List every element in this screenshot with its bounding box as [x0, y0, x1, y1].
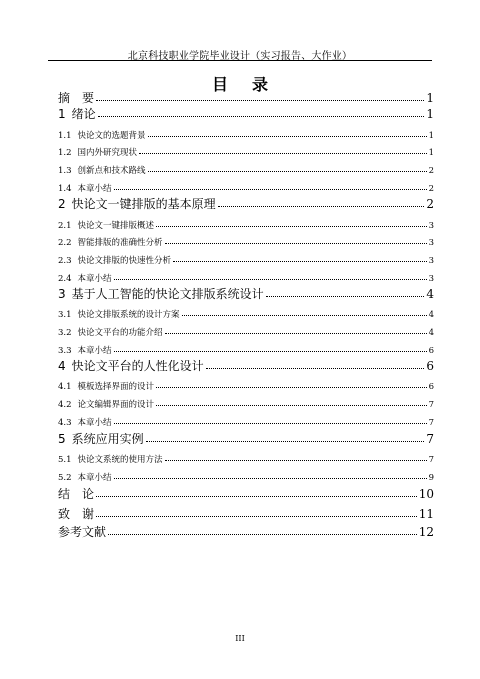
toc-entry[interactable] — [58, 339, 434, 355]
dot-leader — [98, 116, 425, 117]
toc-entry[interactable] — [58, 88, 434, 104]
toc-entry-label: 本章小结 — [77, 472, 112, 483]
toc-entry-label: 参考文献 — [58, 525, 107, 539]
toc-entry-page: 6 — [428, 345, 434, 356]
toc-entry-label: 创新点和技术路线 — [77, 165, 146, 176]
toc-entry[interactable] — [58, 124, 434, 140]
toc-title: 目录 — [211, 75, 292, 94]
toc-entry[interactable] — [58, 249, 434, 265]
toc-entry[interactable] — [58, 484, 434, 500]
toc-entry-page: 7 — [428, 417, 434, 428]
toc-entry-number: 1 — [58, 107, 66, 121]
toc-entry-label: 快论文平台的人性化设计 — [71, 359, 204, 373]
dot-leader — [165, 243, 427, 244]
toc-entry-page: 1 — [426, 91, 434, 105]
dot-leader — [96, 100, 424, 101]
toc-entry-label: 国内外研究现状 — [77, 147, 138, 158]
toc-entry-number: 4.1 — [58, 381, 72, 392]
toc-entry[interactable] — [58, 411, 434, 427]
toc-entry-label: 摘 要 — [58, 91, 95, 105]
toc-entry-label: 快论文的选题背景 — [77, 130, 146, 141]
toc-entry-label: 智能排版的准确性分析 — [77, 237, 163, 248]
toc-entry-label: 快论文系统的使用方法 — [77, 454, 163, 465]
toc-entry-number: 2.2 — [58, 237, 72, 248]
toc-entry-label: 结 论 — [58, 487, 95, 501]
toc-entry[interactable] — [58, 356, 434, 372]
toc-entry[interactable] — [58, 104, 434, 120]
toc-entry-number: 1.2 — [58, 147, 72, 158]
toc-entry-page: 6 — [426, 359, 434, 373]
dot-leader — [156, 226, 427, 227]
dot-leader — [148, 171, 427, 172]
toc-entry-page: 2 — [428, 183, 434, 194]
toc-entry-page: 7 — [428, 454, 434, 465]
toc-entry-number: 1.1 — [58, 130, 72, 141]
dot-leader — [148, 136, 427, 137]
toc-entry-label: 基于人工智能的快论文排版系统设计 — [71, 287, 264, 301]
toc-entry[interactable] — [58, 466, 434, 482]
dot-leader — [165, 460, 427, 461]
toc-entry-label: 快论文一键排版的基本原理 — [71, 197, 216, 211]
page-number: III — [235, 634, 245, 643]
toc-entry[interactable] — [58, 504, 434, 520]
toc-entry-page: 7 — [428, 399, 434, 410]
toc-entry-page: 1 — [428, 147, 434, 158]
toc-entry-number: 2.3 — [58, 255, 72, 266]
dot-leader — [146, 441, 425, 442]
toc-entry-page: 4 — [428, 309, 434, 320]
toc-entry-label: 本章小结 — [77, 273, 112, 284]
toc-entry-label: 模板选择界面的设计 — [77, 381, 155, 392]
dot-leader — [182, 315, 427, 316]
toc-entry-label: 本章小结 — [77, 183, 112, 194]
toc-entry-page: 7 — [426, 432, 434, 446]
toc-entry-page: 2 — [428, 165, 434, 176]
toc-entry[interactable] — [58, 284, 434, 300]
toc-entry-page: 11 — [418, 507, 434, 521]
toc-entry-number: 3 — [58, 287, 66, 301]
dot-leader — [114, 279, 427, 280]
toc-entry-label: 绪论 — [71, 107, 96, 121]
dot-leader — [165, 333, 427, 334]
header-rule — [48, 60, 432, 61]
toc-entry[interactable] — [58, 321, 434, 337]
toc-entry-page: 1 — [428, 130, 434, 141]
toc-entry-number: 4.3 — [58, 417, 72, 428]
toc-entry-label: 快论文排版的快速性分析 — [77, 255, 172, 266]
dot-leader — [156, 405, 427, 406]
toc-entry-number: 2 — [58, 197, 66, 211]
toc-entry-number: 1.3 — [58, 165, 72, 176]
toc-entry-number: 4.2 — [58, 399, 72, 410]
toc-entry-number: 5.2 — [58, 472, 72, 483]
toc-entry-label: 本章小结 — [77, 345, 112, 356]
toc-entry[interactable] — [58, 448, 434, 464]
dot-leader — [206, 368, 425, 369]
toc-entry-page: 6 — [428, 381, 434, 392]
toc-entry-label: 快论文排版系统的设计方案 — [77, 309, 180, 320]
toc-entry-number: 5.1 — [58, 454, 72, 465]
toc-entry[interactable] — [58, 159, 434, 175]
dot-leader — [114, 423, 427, 424]
toc-entry-page: 3 — [428, 273, 434, 284]
dot-leader — [156, 387, 427, 388]
toc-entry-page: 1 — [426, 107, 434, 121]
dot-leader — [218, 206, 425, 207]
toc-entry[interactable] — [58, 522, 434, 538]
dot-leader — [139, 153, 427, 154]
toc-entry-page: 4 — [426, 287, 434, 301]
dot-leader — [114, 478, 427, 479]
toc-entry-page: 9 — [428, 472, 434, 483]
dot-leader — [96, 516, 417, 517]
toc-entry-page: 4 — [428, 327, 434, 338]
toc-entry-number: 3.2 — [58, 327, 72, 338]
dot-leader — [266, 296, 425, 297]
toc-entry-number: 3.1 — [58, 309, 72, 320]
toc-entry-number: 2.1 — [58, 220, 72, 231]
toc-entry-page: 12 — [418, 525, 434, 539]
toc-entry-label: 快论文一键排版概述 — [77, 220, 155, 231]
toc-entry-label: 系统应用实例 — [71, 432, 144, 446]
toc-entry-label: 本章小结 — [77, 417, 112, 428]
toc-entry[interactable] — [58, 393, 434, 409]
toc-entry[interactable] — [58, 429, 434, 445]
toc-entry[interactable] — [58, 141, 434, 157]
toc-entry-page: 2 — [426, 197, 434, 211]
toc-entry-label: 致 谢 — [58, 507, 95, 521]
toc-entry[interactable] — [58, 194, 434, 210]
toc-entry-page: 3 — [428, 255, 434, 266]
toc-entry[interactable] — [58, 303, 434, 319]
toc-entry-page: 10 — [418, 487, 434, 501]
dot-leader — [173, 261, 427, 262]
toc-entry[interactable] — [58, 177, 434, 193]
toc-entry-label: 快论文平台的功能介绍 — [77, 327, 163, 338]
running-header: 北京科技职业学院毕业设计（实习报告、大作业） — [127, 51, 353, 62]
toc-entry-number: 1.4 — [58, 183, 72, 194]
toc-entry[interactable] — [58, 375, 434, 391]
toc-entry-number: 5 — [58, 432, 66, 446]
toc-entry[interactable] — [58, 214, 434, 230]
dot-leader — [114, 351, 427, 352]
dot-leader — [108, 534, 417, 535]
dot-leader — [114, 189, 427, 190]
toc-entry[interactable] — [58, 267, 434, 283]
toc-entry-number: 4 — [58, 359, 66, 373]
toc-entry-page: 3 — [428, 237, 434, 248]
toc-entry-number: 3.3 — [58, 345, 72, 356]
toc-entry-page: 3 — [428, 220, 434, 231]
toc-entry-number: 2.4 — [58, 273, 72, 284]
dot-leader — [96, 496, 417, 497]
toc-entry-label: 论文编辑界面的设计 — [77, 399, 155, 410]
toc-entry[interactable] — [58, 231, 434, 247]
